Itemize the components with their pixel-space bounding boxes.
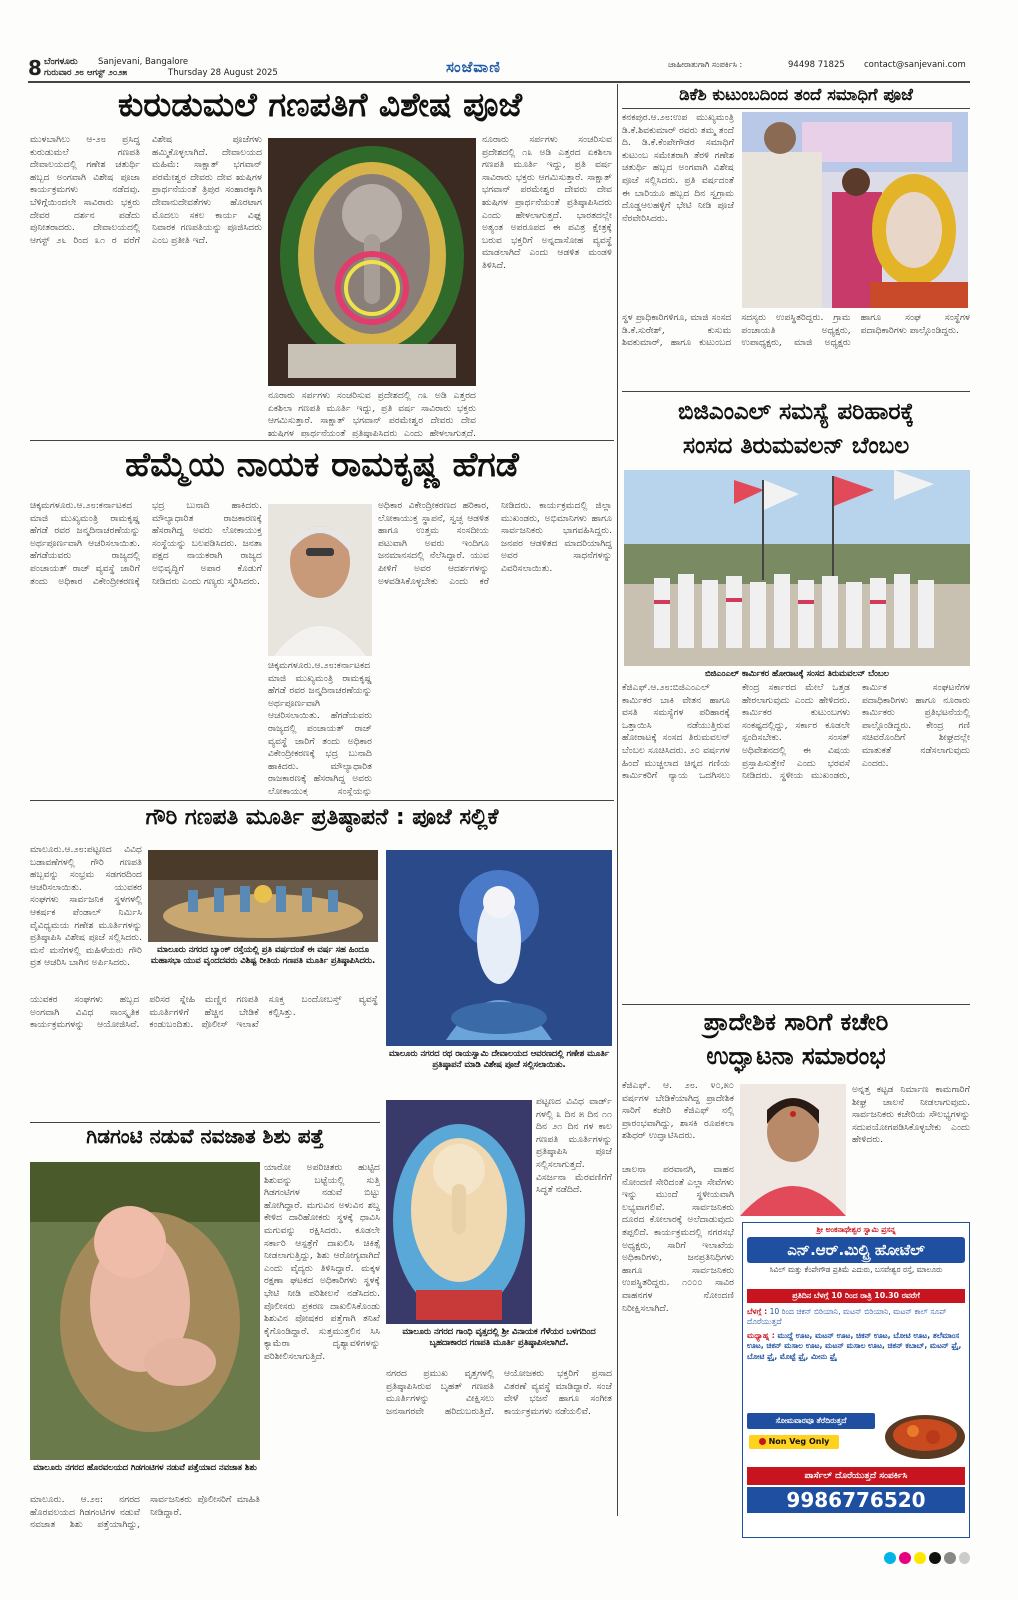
story5-photo-2 bbox=[386, 850, 612, 1046]
masthead-email: contact@sanjevani.com bbox=[864, 60, 966, 70]
story2-body-1: ಕನಕಪುರ.ಆ.೨೮:ಉಪ ಮುಖ್ಯಮಂತ್ರಿ ಡಿ.ಕೆ.ಶಿವಕುಮಾರ್ ರವರು ತಮ್ಮ ತಂದೆ ದಿ. ಡಿ.ಕೆ.ಕೆಂಪೇಗೌಡರ ಸಮಾಧಿಗೆ ಕುಟುಂಬ ಸಮೇತರಾಗಿ ತೆರಳಿ ಗಣೇಶ ಚತುರ್ಥಿ ಹಬ್ಬದ ಅಂಗವಾಗಿ ವಿಶೇಷ ಪೂಜೆ ಸಲ್ಲಿಸಿದರು. ಪ್ರತಿ ವರ್ಷದಂತೆ ಈ ಬಾರಿಯೂ ಹಬ್ಬದ ದಿನ ಸ್ವಗ್ರಾಮ ದೊಡ್ಡಆಲಹಳ್ಳಿಗೆ ಭೇಟಿ ನೀಡಿ ಪೂಜೆ ನೆರವೇರಿಸಿದರು. bbox=[622, 112, 734, 224]
gray-mark-icon bbox=[944, 1552, 956, 1564]
story1-body-right-text: ನೂರಾರು ಸರ್ಪಗಳು ಸಂಚರಿಸುವ ಪ್ರದೇಶದಲ್ಲಿ ೧೩ ಅಡಿ ಎತ್ತರದ ಏಕಶಿಲಾ ಗಣಪತಿ ಮೂರ್ತಿ ಇದ್ದು, ಪ್ರತಿ ವರ್ಷ ಸಾವಿರಾರು ಭಕ್ತರು ಆಗಮಿಸುತ್ತಾರೆ. ಸಾಕ್ಷಾತ್ ಭಗವಾನ್ ಪರಮೇಶ್ವರ ದೇವರು ದೇವ ಋಷಿಗಳ ಪ್ರಾರ್ಥನೆಯಂತೆ ಪ್ರತಿಷ್ಠಾಪಿಸಿದರು ಎಂದು ಹೇಳಲಾಗುತ್ತದೆ. ಭಾರತದಲ್ಲೇ ಅತ್ಯಂತ ಅಪರೂಪದ ಈ ಪವಿತ್ರ ಕ್ಷೇತ್ರಕ್ಕೆ ಬರುವ ಭಕ್ತರಿಗೆ ಅನ್ನದಾಸೋಹ ವ್ಯವಸ್ಥೆ ಮಾಡಲಾಗಿದೆ ಎಂದು ಆಡಳಿತ ಮಂಡಳಿ ತಿಳಿಸಿದೆ. bbox=[482, 134, 612, 271]
story7-headline: ಗಿಡಗಂಟಿ ನಡುವೆ ನವಜಾತ ಶಿಶು ಪತ್ತೆ bbox=[86, 1126, 324, 1148]
ad-phone[interactable]: 9986776520 bbox=[747, 1487, 965, 1513]
ad-food-photo bbox=[883, 1409, 967, 1461]
story6-headline: ಪ್ರಾದೇಶಿಕ ಸಾರಿಗೆ ಕಚೇರಿ bbox=[703, 1010, 889, 1036]
story5-body-3: ಪಟ್ಟಣದ ವಿವಿಧ ವಾರ್ಡ್ ಗಳಲ್ಲಿ ೩ ದಿನ ೫ ದಿನ ೧೧ ದಿನ ೨೧ ದಿನ ಗಳ ಕಾಲ ಗಣಪತಿ ಮೂರ್ತಿಗಳನ್ನು ಪ್ರತಿಷ್ಠಾಪಿಸಿ ಪೂಜೆ ಸಲ್ಲಿಸಲಾಗುತ್ತದೆ. ವಿಸರ್ಜನಾ ಮೆರವಣಿಗೆಗೆ ಸಿದ್ಧತೆ ನಡೆದಿದೆ. bbox=[536, 1096, 612, 1196]
nonveg-dot-icon bbox=[759, 1438, 766, 1445]
story1-body-left: ಮುಳಬಾಗಿಲು ಆ-೨೮ ಪ್ರಸಿದ್ಧ ಕುರುಡುಮಲೆ ಗಣಪತಿ ದೇವಾಲಯದಲ್ಲಿ ಗಣೇಶ ಚತುರ್ಥಿ ಹಬ್ಬದ ಅಂಗವಾಗಿ ವಿಶೇಷ ಪೂಜಾ ಕಾರ್ಯಕ್ರಮಗಳು ನಡೆದವು. ಬೆಳಿಗ್ಗೆಯಿಂದಲೇ ಸಾವಿರಾರು ಭಕ್ತರು ದೇವರ ದರ್ಶನ ಪಡೆದು ಪುನೀತರಾದರು. ದೇವಾಲಯದಲ್ಲಿ ಆಗಸ್ಟ್ ೨೬ ರಿಂದ ೩೧ ರ ವರೆಗೆ ವಿಶೇಷ ಪೂಜೆಗಳು ಹಮ್ಮಿಕೊಳ್ಳಲಾಗಿದೆ. ದೇವಾಲಯದ ಮಹಿಮೆ: ಸಾಕ್ಷಾತ್ ಭಗವಾನ್ ಪರಮೇಶ್ವರ ದೇವರು ದೇವ ಋಷಿಗಳ ಪ್ರಾರ್ಥನೆಯಂತೆ ತ್ರಿಪುರ ಸಂಹಾರಕ್ಕಾಗಿ ದೇವಾನುದೇವತೆಗಳು ಹೊರಟಾಗ ಮೊದಲು ಸಕಲ ಕಾರ್ಯ ವಿಘ್ನ ನಿವಾರಕ ಗಣಪತಿಯನ್ನು ಪೂಜಿಸಿದರು ಎಂಬ ಪ್ರತೀತಿ ಇದೆ. bbox=[30, 134, 262, 246]
ad-timing: ಪ್ರತಿದಿನ ಬೆಳಗ್ಗೆ 10 ರಿಂದ ರಾತ್ರಿ 10.30 ರವರೆಗೆ bbox=[747, 1289, 965, 1303]
protest-photo bbox=[624, 470, 970, 666]
story3-body-left: ಚಿಕ್ಕಮಗಳೂರು.ಆ.೨೮:ಕರ್ನಾಟಕದ ಮಾಜಿ ಮುಖ್ಯಮಂತ್ರಿ ರಾಮಕೃಷ್ಣ ಹೆಗಡೆ ರವರ ಜನ್ಮದಿನಾಚರಣೆಯನ್ನು ಅರ್ಥಪೂರ್ಣವಾಗಿ ಆಚರಿಸಲಾಯಿತು. ಹೆಗಡೆಯವರು ರಾಜ್ಯದಲ್ಲಿ ಪಂಚಾಯತ್ ರಾಜ್ ವ್ಯವಸ್ಥೆ ಜಾರಿಗೆ ತಂದು ಅಧಿಕಾರ ವಿಕೇಂದ್ರೀಕರಣಕ್ಕೆ ಭದ್ರ ಬುನಾದಿ ಹಾಕಿದರು. ಮೌಲ್ಯಾಧಾರಿತ ರಾಜಕಾರಣಕ್ಕೆ ಹೆಸರಾಗಿದ್ದ ಅವರು ಲೋಕಾಯುಕ್ತ ಸಂಸ್ಥೆಯನ್ನು ಬಲಪಡಿಸಿದರು. ಜನತಾ ಪಕ್ಷದ ನಾಯಕರಾಗಿ ರಾಜ್ಯದ ಅಭಿವೃದ್ಧಿಗೆ ಅಪಾರ ಕೊಡುಗೆ ನೀಡಿದರು ಎಂದು ಗಣ್ಯರು ಸ್ಮರಿಸಿದರು. bbox=[30, 500, 262, 587]
ad-lunch-label: ಮಧ್ಯಾಹ್ನ : bbox=[747, 1331, 775, 1340]
story2-headline: ಡಿಕೆಶಿ ಕುಟುಂಬದಿಂದ ತಂದೆ ಸಮಾಧಿಗೆ ಪೂಜೆ bbox=[679, 86, 913, 104]
black-mark-icon bbox=[929, 1552, 941, 1564]
lightgray-mark-icon bbox=[959, 1552, 970, 1564]
story5-body-2: ಯುವಕರ ಸಂಘಗಳು ಹಬ್ಬದ ಅಂಗವಾಗಿ ವಿವಿಧ ಸಾಂಸ್ಕೃತಿಕ ಕಾರ್ಯಕ್ರಮಗಳನ್ನು ಆಯೋಜಿಸಿವೆ. ಪರಿಸರ ಸ್ನೇಹಿ ಮಣ್ಣಿನ ಗಣಪತಿ ಮೂರ್ತಿಗಳಿಗೆ ಹೆಚ್ಚಿನ ಬೇಡಿಕೆ ಕಂಡುಬಂದಿತು. ಪೊಲೀಸ್ ಇಲಾಖೆ ಸೂಕ್ತ ಬಂದೋಬಸ್ತ್ ವ್ಯವಸ್ಥೆ ಕಲ್ಪಿಸಿತ್ತು. bbox=[30, 994, 378, 1031]
ad-nonveg-text: Non Veg Only bbox=[768, 1437, 830, 1446]
food-plate-icon bbox=[883, 1409, 967, 1461]
hrule-5 bbox=[622, 1004, 970, 1005]
masthead-contact-label: ಜಾಹೀರಾತುಗಾಗಿ ಸಂಪರ್ಕಿಸಿ : bbox=[668, 60, 743, 69]
ad-morning-items: 10 ರಿಂದ ಚಿಕನ್ ಬಿರಿಯಾನಿ, ಮಟನ್ ಬಿರಿಯಾನಿ, ಮಟನ್ ಕಾಲ್ ಸೂಪ್ ದೊರೆಯುತ್ತದೆ bbox=[747, 1307, 947, 1326]
story7-photo bbox=[30, 1162, 260, 1460]
cyan-mark-icon bbox=[884, 1552, 896, 1564]
big-ganapati-photo bbox=[386, 1100, 532, 1324]
ad-morning-label: ಬೆಳಗ್ಗೆ : bbox=[747, 1307, 768, 1316]
story5-photo-1 bbox=[148, 850, 378, 942]
hegde-portrait bbox=[268, 504, 372, 656]
masthead-date-en: Thursday 28 August 2025 bbox=[168, 68, 278, 78]
story3-headline: ಹೆಮ್ಮೆಯ ನಾಯಕ ರಾಮಕೃಷ್ಣ ಹೆಗಡೆ bbox=[125, 448, 519, 485]
story6-body-2: ಅನ್ನತ್ತ ಕಟ್ಟಡ ನಿರ್ಮಾಣ ಕಾಮಗಾರಿಗೆ ಶೀಘ್ರ ಚಾಲನೆ ನೀಡಲಾಗುವುದು. ಸಾರ್ವಜನಿಕರು ಕಚೇರಿಯ ಸೌಲಭ್ಯಗಳನ್ನು ಸದುಪಯೋಗಪಡಿಸಿಕೊಳ್ಳಬೇಕು ಎಂದು ಹೇಳಿದರು. bbox=[852, 1084, 970, 1146]
story2-body-2: ಸ್ಥಳ ಪ್ರಾಧಿಕಾರಿಗಳಿಗೂ, ಮಾಜಿ ಸಂಸದ ಡಿ.ಕೆ.ಸುರೇಶ್, ಕುಸುಮ ಶಿವಕುಮಾರ್, ಹಾಗೂ ಕುಟುಂಬದ ಸದಸ್ಯರು ಉಪಸ್ಥಿತರಿದ್ದರು. ಗ್ರಾಮ ಪಂಚಾಯತಿ ಅಧ್ಯಕ್ಷರು, ಉಪಾಧ್ಯಕ್ಷರು, ಮಾಜಿ ಅಧ್ಯಕ್ಷರು ಹಾಗೂ ಸಂಘ ಸಂಸ್ಥೆಗಳ ಪದಾಧಿಕಾರಿಗಳು ಪಾಲ್ಗೊಂಡಿದ್ದರು. bbox=[622, 312, 970, 349]
page-number: 8 bbox=[28, 56, 42, 80]
story5-caption-1: ಮಾಲೂರು ನಗರದ ಬ್ಯಾಂಕ್ ರಸ್ತೆಯಲ್ಲಿ ಪ್ರತಿ ವರ್ಷದಂತೆ ಈ ವರ್ಷ ಸಹ ಹಿಂದೂ ಮಹಾಸಭಾ ಯುವ ವೃಂದದವರು ವಿಶಿಷ್ಟ ರೀತಿಯ ಗಣಪತಿ ಮೂರ್ತಿ ಪ್ರತಿಷ್ಠಾಪಿಸಿದರು. bbox=[150, 944, 376, 965]
story5-body-1: ಮಾಲೂರು.ಆ.೨೮:ಪಟ್ಟಣದ ವಿವಿಧ ಬಡಾವಣೆಗಳಲ್ಲಿ ಗೌರಿ ಗಣಪತಿ ಹಬ್ಬವನ್ನು ಸಂಭ್ರಮ ಸಡಗರದಿಂದ ಆಚರಿಸಲಾಯಿತು. ಯುವಕರ ಸಂಘಗಳು ಸಾರ್ವಜನಿಕ ಸ್ಥಳಗಳಲ್ಲಿ ಆಕರ್ಷಕ ಪೆಂಡಾಲ್ ನಿರ್ಮಿಸಿ ವೈವಿಧ್ಯಮಯ ಗಣೇಶ ಮೂರ್ತಿಗಳನ್ನು ಪ್ರತಿಷ್ಠಾಪಿಸಿ ವಿಶೇಷ ಪೂಜೆ ಸಲ್ಲಿಸಿದರು. ಮನೆ ಮನೆಗಳಲ್ಲಿ ಮಹಿಳೆಯರು ಗೌರಿ ವ್ರತ ಆಚರಿಸಿ ಬಾಗಿನ ಅರ್ಪಿಸಿದರು. bbox=[30, 844, 142, 969]
story7-body-1: ಮಾಲೂರು. ಆ.೨೮: ನಗರದ ಹೊರವಲಯದ ಗಿಡಗಂಟಿಗಳ ನಡುವೆ ನವಜಾತ ಶಿಶು ಪತ್ತೆಯಾಗಿದ್ದು, ಸಾರ್ವಜನಿಕರು ಪೊಲೀಸರಿಗೆ ಮಾಹಿತಿ ನೀಡಿದ್ದಾರೆ. bbox=[30, 1494, 260, 1531]
registration-marks bbox=[884, 1552, 970, 1566]
hrule-4 bbox=[30, 1122, 380, 1123]
hotel-ad bbox=[742, 1222, 970, 1538]
ad-lunch bbox=[747, 1331, 965, 1362]
story2-rule bbox=[622, 108, 970, 109]
story1-body-right bbox=[482, 134, 612, 438]
story7-body-2: ಯಾರೋ ಅಪರಿಚಿತರು ಹುಟ್ಟಿದ ಶಿಶುವನ್ನು ಬಟ್ಟೆಯಲ್ಲಿ ಸುತ್ತಿ ಗಿಡಗಂಟಿಗಳ ನಡುವೆ ಬಿಟ್ಟು ಹೋಗಿದ್ದಾರೆ. ಮಗುವಿನ ಅಳುವಿನ ಶಬ್ದ ಕೇಳಿದ ದಾರಿಹೋಕರು ಸ್ಥಳಕ್ಕೆ ಧಾವಿಸಿ ಮಗುವನ್ನು ರಕ್ಷಿಸಿದರು. ಕೂಡಲೇ ಸರ್ಕಾರಿ ಆಸ್ಪತ್ರೆಗೆ ದಾಖಲಿಸಿ ಚಿಕಿತ್ಸೆ ನೀಡಲಾಗುತ್ತಿದ್ದು, ಶಿಶು ಆರೋಗ್ಯವಾಗಿದೆ ಎಂದು ವೈದ್ಯರು ತಿಳಿಸಿದ್ದಾರೆ. ಮಕ್ಕಳ ರಕ್ಷಣಾ ಘಟಕದ ಅಧಿಕಾರಿಗಳು ಸ್ಥಳಕ್ಕೆ ಭೇಟಿ ನೀಡಿ ಪರಿಶೀಲನೆ ನಡೆಸಿದರು. ಪೊಲೀಸರು ಪ್ರಕರಣ ದಾಖಲಿಸಿಕೊಂಡು ಶಿಶುವಿನ ಪೋಷಕರ ಪತ್ತೆಗಾಗಿ ತನಿಖೆ ಕೈಗೊಂಡಿದ್ದಾರೆ. ಸುತ್ತಮುತ್ತಲಿನ ಸಿಸಿ ಕ್ಯಾಮೆರಾ ದೃಶ್ಯಾವಳಿಗಳನ್ನು ಪರಿಶೀಲಿಸಲಾಗುತ್ತಿದೆ. bbox=[264, 1162, 380, 1362]
ad-morning bbox=[747, 1307, 965, 1327]
story4-body: ಕೆಜಿಎಫ್.ಆ.೨೮:ಬಿಜಿಎಂಎಲ್ ಕಾರ್ಮಿಕರ ಬಾಕಿ ವೇತನ ಹಾಗೂ ವಸತಿ ಸಮಸ್ಯೆಗಳ ಪರಿಹಾರಕ್ಕೆ ಒತ್ತಾಯಿಸಿ ನಡೆಯುತ್ತಿರುವ ಹೋರಾಟಕ್ಕೆ ಸಂಸದ ತಿರುಮವಲನ್ ಬೆಂಬಲ ಸೂಚಿಸಿದರು. ೨೦ ವರ್ಷಗಳ ಹಿಂದೆ ಮುಚ್ಚಲಾದ ಚಿನ್ನದ ಗಣಿಯ ಕಾರ್ಮಿಕರಿಗೆ ನ್ಯಾಯ ಒದಗಿಸಲು ಕೇಂದ್ರ ಸರ್ಕಾರದ ಮೇಲೆ ಒತ್ತಡ ಹೇರಲಾಗುವುದು ಎಂದು ಹೇಳಿದರು. ಕಾರ್ಮಿಕರ ಕುಟುಂಬಗಳು ಸಂಕಷ್ಟದಲ್ಲಿದ್ದು, ಸರ್ಕಾರ ಕೂಡಲೇ ಸ್ಪಂದಿಸಬೇಕು. ಸಂಸತ್ ಅಧಿವೇಶನದಲ್ಲಿ ಈ ವಿಷಯ ಪ್ರಸ್ತಾಪಿಸುತ್ತೇನೆ ಎಂದು ಭರವಸೆ ನೀಡಿದರು. ಸ್ಥಳೀಯ ಮುಖಂಡರು, ಕಾರ್ಮಿಕ ಸಂಘಟನೆಗಳ ಪದಾಧಿಕಾರಿಗಳು ಹಾಗೂ ನೂರಾರು ಕಾರ್ಮಿಕರು ಪ್ರತಿಭಟನೆಯಲ್ಲಿ ಪಾಲ್ಗೊಂಡಿದ್ದರು. ಕೇಂದ್ರ ಗಣಿ ಸಚಿವರೊಂದಿಗೆ ಶೀಘ್ರದಲ್ಲೇ ಮಾತುಕತೆ ನಡೆಸಲಾಗುವುದು ಎಂದರು. bbox=[622, 682, 970, 782]
ad-top-line: ಶ್ರೀ ಅಂಕನಾಥೇಶ್ವರ ಸ್ವಾಮಿ ಪ್ರಸನ್ನ bbox=[816, 1225, 896, 1234]
story6-headline-2: ಉದ್ಘಾಟನಾ ಸಮಾರಂಭ bbox=[706, 1044, 886, 1070]
ad-name: ಎನ್.ಆರ್.ಮಿಲ್ಟ್ರಿ ಹೋಟೆಲ್ bbox=[747, 1237, 965, 1263]
story3-body-mid-text: ಚಿಕ್ಕಮಗಳೂರು.ಆ.೨೮:ಕರ್ನಾಟಕದ ಮಾಜಿ ಮುಖ್ಯಮಂತ್ರಿ ರಾಮಕೃಷ್ಣ ಹೆಗಡೆ ರವರ ಜನ್ಮದಿನಾಚರಣೆಯನ್ನು ಅರ್ಥಪೂರ್ಣವಾಗಿ ಆಚರಿಸಲಾಯಿತು. ಹೆಗಡೆಯವರು ರಾಜ್ಯದಲ್ಲಿ ಪಂಚಾಯತ್ ರಾಜ್ ವ್ಯವಸ್ಥೆ ಜಾರಿಗೆ ತಂದು ಅಧಿಕಾರ ವಿಕೇಂದ್ರೀಕರಣಕ್ಕೆ ಭದ್ರ ಬುನಾದಿ ಹಾಕಿದರು. ಮೌಲ್ಯಾಧಾರಿತ ರಾಜಕಾರಣಕ್ಕೆ ಹೆಸರಾಗಿದ್ದ ಅವರು ಲೋಕಾಯುಕ್ತ ಸಂಸ್ಥೆಯನ್ನು bbox=[268, 660, 372, 796]
story1-headline: ಕುರುಡುಮಲೆ ಗಣಪತಿಗೆ ವಿಶೇಷ ಪೂಜೆ bbox=[117, 88, 523, 124]
story5-photo-3 bbox=[386, 1100, 532, 1324]
story1-photo bbox=[268, 138, 476, 386]
story4-headline: ಬಿಜಿಎಂಎಲ್ ಸಮಸ್ಯೆ ಪರಿಹಾರಕ್ಕೆ bbox=[678, 400, 914, 425]
story2-photo bbox=[742, 112, 968, 308]
story3-body-right: ಅಧಿಕಾರ ವಿಕೇಂದ್ರೀಕರಣದ ಹರಿಕಾರ, ಲೋಕಾಯುಕ್ತ ಸ್ಥಾಪನೆ, ಸ್ವಚ್ಛ ಆಡಳಿತ ಹಾಗೂ ಉತ್ತಮ ಸಂಸದೀಯ ಪಟುವಾಗಿ ಅವರು ಇಂದಿಗೂ ಜನಮಾನಸದಲ್ಲಿ ನೆಲೆಸಿದ್ದಾರೆ. ಯುವ ಪೀಳಿಗೆ ಅವರ ಆದರ್ಶಗಳನ್ನು ಅಳವಡಿಸಿಕೊಳ್ಳಬೇಕು ಎಂದು ಕರೆ ನೀಡಿದರು. ಕಾರ್ಯಕ್ರಮದಲ್ಲಿ ಜಿಲ್ಲಾ ಮುಖಂಡರು, ಅಭಿಮಾನಿಗಳು ಹಾಗೂ ಸಾರ್ವಜನಿಕರು ಭಾಗವಹಿಸಿದ್ದರು. ಜನಪರ ಆಡಳಿತದ ಮಾದರಿಯಾಗಿದ್ದ ಅವರ ಸಾಧನೆಗಳನ್ನು ವಿವರಿಸಲಾಯಿತು. bbox=[378, 500, 612, 587]
story4-photo bbox=[624, 470, 970, 666]
samadhi-puja-photo bbox=[742, 112, 968, 308]
masthead-phone: 94498 71825 bbox=[788, 60, 845, 70]
ad-special: ಸೋಮವಾರವೂ ತೆರೆದಿರುತ್ತದೆ bbox=[747, 1413, 875, 1429]
story5-body-4: ನಗರದ ಪ್ರಮುಖ ವೃತ್ತಗಳಲ್ಲಿ ಪ್ರತಿಷ್ಠಾಪಿಸಿರುವ ಬೃಹತ್ ಗಣಪತಿ ಮೂರ್ತಿಗಳನ್ನು ವೀಕ್ಷಿಸಲು ಜನಸಾಗರವೇ ಹರಿದುಬರುತ್ತಿದೆ. ಆಯೋಜಕರು ಭಕ್ತರಿಗೆ ಪ್ರಸಾದ ವಿತರಣೆ ವ್ಯವಸ್ಥೆ ಮಾಡಿದ್ದಾರೆ. ಸಂಜೆ ವೇಳೆ ಭಜನೆ ಹಾಗೂ ಸಂಗೀತ ಕಾರ್ಯಕ್ರಮಗಳು ನಡೆಯಲಿವೆ. bbox=[386, 1368, 612, 1417]
masthead bbox=[28, 56, 970, 80]
hrule-3 bbox=[30, 800, 614, 801]
masthead-rule bbox=[28, 81, 970, 83]
story5-caption-2: ಮಾಲೂರು ನಗರದ ರಥ ರಾಯಸ್ವಾಮಿ ದೇವಾಲಯದ ಆವರಣದಲ್ಲಿ ಗಣೇಶ ಮೂರ್ತಿ ಪ್ರತಿಷ್ಠಾಪನೆ ಮಾಡಿ ವಿಶೇಷ ಪೂಜೆ ಸಲ್ಲಿಸಲಾಯಿತು. bbox=[388, 1048, 610, 1069]
magenta-mark-icon bbox=[899, 1552, 911, 1564]
ganapati-idol-photo bbox=[268, 138, 476, 386]
story3-body-mid bbox=[268, 660, 372, 796]
masthead-city: ಬೆಂಗಳೂರು bbox=[44, 57, 78, 67]
story3-photo bbox=[268, 504, 372, 656]
ad-lunch-items: ಮುದ್ದೆ ಊಟ, ಮಟನ್ ಊಟ, ಚಿಕನ್ ಊಟ, ಬೋಟಿ ಊಟ, ತಲೆಮಾಂಸ ಊಟ, ಚಿಕನ್ ಮಸಾಲ ಊಟ, ಮಟನ್ ಮಸಾಲ ಊಟ, ಚಿಕನ್ ಕಬಾಬ್, ಮಟನ್ ಫ್ರೈ, ಬೋಟಿ ಫ್ರೈ, ಮೊಟ್ಟೆ ಫ್ರೈ, ಮೀನು ಫ್ರೈ bbox=[747, 1331, 962, 1361]
story5-caption-3: ಮಾಲೂರು ನಗರದ ಗಾಂಧಿ ವೃತ್ತದಲ್ಲಿ ಶ್ರೀ ವಿನಾಯಕ ಗೆಳೆಯರ ಬಳಗದಿಂದ ಬೃಹದಾಕಾರದ ಗಣಪತಿ ಮೂರ್ತಿ ಪ್ರತಿಷ್ಠಾಪಿಸಲಾಗಿದೆ. bbox=[402, 1326, 596, 1347]
story6-photo bbox=[740, 1084, 846, 1216]
story4-headline-2: ಸಂಸದ ತಿರುಮವಲನ್ ಬೆಂಬಲ bbox=[682, 434, 910, 459]
hrule-2 bbox=[622, 391, 970, 392]
masthead-logo: ಸಂಜೆವಾಣಿ bbox=[446, 58, 501, 76]
masthead-edition: Sanjevani, Bangalore bbox=[98, 57, 189, 67]
newborn-photo bbox=[30, 1162, 260, 1460]
ganapati-diorama-photo bbox=[148, 850, 378, 942]
story4-caption: ಬಿಜಿಎಂಎಲ್ ಕಾರ್ಮಿಕರ ಹೋರಾಟಕ್ಕೆ ಸಂಸದ ತಿರುಮವಲನ್ ಬೆಂಬಲ bbox=[705, 668, 889, 678]
column-rule bbox=[617, 84, 618, 1516]
story6-body-1: ಕೆಜಿಎಫ್. ಆ. ೨೮. ೪೦,೫೦ ವರ್ಷಗಳ ಬೇಡಿಕೆಯಾಗಿದ್ದ ಪ್ರಾದೇಶಿಕ ಸಾರಿಗೆ ಕಚೇರಿ ಕೆಜಿಎಫ್ ನಲ್ಲಿ ಪ್ರಾರಂಭವಾಗಿದ್ದು, ಶಾಸಕಿ ರೂಪಕಲಾ ಶಶಿಧರ್ ಉದ್ಘಾಟಿಸಿದರು. bbox=[622, 1080, 734, 1142]
yellow-mark-icon bbox=[914, 1552, 926, 1564]
story6-body-3: ಚಾಲನಾ ಪರವಾನಗಿ, ವಾಹನ ನೋಂದಣಿ ಸೇರಿದಂತೆ ಎಲ್ಲಾ ಸೇವೆಗಳು ಇನ್ನು ಮುಂದೆ ಸ್ಥಳೀಯವಾಗಿ ಲಭ್ಯವಾಗಲಿವೆ. ಸಾರ್ವಜನಿಕರು ದೂರದ ಕೋಲಾರಕ್ಕೆ ಅಲೆದಾಡುವುದು ತಪ್ಪಲಿದೆ. ಕಾರ್ಯಕ್ರಮದಲ್ಲಿ ನಗರಸಭೆ ಅಧ್ಯಕ್ಷರು, ಸಾರಿಗೆ ಇಲಾಖೆಯ ಅಧಿಕಾರಿಗಳು, ಜನಪ್ರತಿನಿಧಿಗಳು ಹಾಗೂ ಸಾರ್ವಜನಿಕರು ಉಪಸ್ಥಿತರಿದ್ದರು. ೧೦೦೦ ಸಾವಿರ ವಾಹನಗಳ ನೋಂದಣಿ ನಿರೀಕ್ಷಿಸಲಾಗಿದೆ. bbox=[622, 1164, 734, 1314]
story1-body-under: ನೂರಾರು ಸರ್ಪಗಳು ಸಂಚರಿಸುವ ಪ್ರದೇಶದಲ್ಲಿ ೧೩ ಅಡಿ ಎತ್ತರದ ಏಕಶಿಲಾ ಗಣಪತಿ ಮೂರ್ತಿ ಇದ್ದು, ಪ್ರತಿ ವರ್ಷ ಸಾವಿರಾರು ಭಕ್ತರು ಆಗಮಿಸುತ್ತಾರೆ. ಸಾಕ್ಷಾತ್ ಭಗವಾನ್ ಪರಮೇಶ್ವರ ದೇವರು ದೇವ ಋಷಿಗಳ ಪ್ರಾರ್ಥನೆಯಂತೆ ಪ್ರತಿಷ್ಠಾಪಿಸಿದರು ಎಂದು ಹೇಳಲಾಗುತ್ತದೆ. bbox=[268, 390, 476, 438]
story5-headline: ಗೌರಿ ಗಣಪತಿ ಮೂರ್ತಿ ಪ್ರತಿಷ್ಠಾಪನೆ : ಪೂಜೆ ಸಲ್ಲಿಕೆ bbox=[145, 806, 499, 830]
story1-body-photo-left-col bbox=[268, 390, 476, 438]
ganesha-on-serpent-photo bbox=[386, 850, 612, 1046]
story7-caption: ಮಾಲೂರು ನಗರದ ಹೊರವಲಯದ ಗಿಡಗಂಟಿಗಳ ನಡುವೆ ಪತ್ತೆಯಾದ ನವಜಾತ ಶಿಶು bbox=[33, 1462, 257, 1472]
ad-nonveg bbox=[749, 1435, 839, 1449]
mla-portrait bbox=[740, 1084, 846, 1216]
hrule-1 bbox=[30, 440, 614, 441]
ad-address: ಸಿವಿಲ್ ಮತ್ತು ಕೆಂಪೇಗೌಡ ಪ್ರತಿಮೆ ಎದುರು, ಬಸವೇಶ್ವರ ರಸ್ತೆ, ಮಾಲೂರು bbox=[769, 1265, 943, 1274]
ad-parcel: ಪಾರ್ಸೆಲ್ ದೊರೆಯುತ್ತದೆ ಸಂಪರ್ಕಿಸಿ bbox=[747, 1467, 965, 1485]
masthead-date-kn: ಗುರುವಾರ ೨೮ ಆಗಸ್ಟ್ ೨೦೨೫ bbox=[44, 68, 127, 78]
